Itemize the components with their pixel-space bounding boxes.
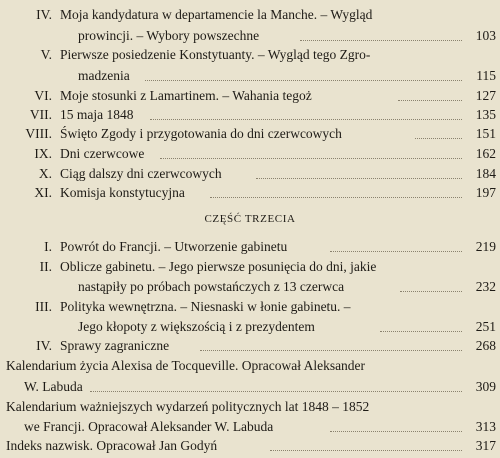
- leader-dots: [90, 391, 462, 392]
- entry-number: IV.: [36, 338, 52, 353]
- entry-number: XI.: [34, 185, 52, 200]
- entry-title: Polityka wewnętrzna. – Niesnaski w łonie gabinetu. –: [60, 299, 351, 314]
- entry-title-cont: prowincji. – Wybory powszechne: [78, 28, 260, 43]
- leader-dots: [210, 197, 462, 198]
- leader-dots: [256, 178, 462, 179]
- entry-number: II.: [39, 259, 52, 274]
- entry-page: 127: [475, 88, 496, 103]
- entry-page: 197: [475, 185, 496, 200]
- entry-title: Komisja konstytucyjna: [60, 185, 185, 200]
- entry-number: IV.: [36, 7, 52, 22]
- entry-title-cont: Jego kłopoty z większością i z prezydentem: [78, 319, 315, 334]
- leader-dots: [300, 40, 462, 41]
- entry-page: 184: [475, 166, 496, 181]
- leader-dots: [145, 80, 462, 81]
- leader-dots: [200, 350, 462, 351]
- entry-title: Indeks nazwisk. Opracował Jan Godyń: [6, 438, 218, 453]
- leader-dots: [380, 331, 462, 332]
- entry-page: 115: [476, 68, 496, 83]
- section-heading: CZĘŚĆ TRZECIA: [204, 213, 296, 225]
- entry-title: Dni czerwcowe: [60, 146, 145, 161]
- leader-dots: [270, 450, 462, 451]
- entry-page: 317: [475, 438, 496, 453]
- entry-title: 15 maja 1848: [60, 107, 134, 122]
- entry-title-cont: we Francji. Opracował Aleksander W. Labuda: [24, 419, 274, 434]
- entry-number: V.: [40, 47, 52, 62]
- entry-title: Moja kandydatura w departamencie la Manche. – Wygląd: [60, 7, 373, 22]
- entry-page: 219: [475, 239, 496, 254]
- entry-page: 268: [475, 338, 496, 353]
- leader-dots: [150, 119, 462, 120]
- entry-number: I.: [44, 239, 52, 254]
- entry-title: Sprawy zagraniczne: [60, 338, 170, 353]
- entry-number: IX.: [34, 146, 52, 161]
- leader-dots: [400, 291, 462, 292]
- entry-number: VI.: [34, 88, 52, 103]
- entry-page: 103: [475, 28, 496, 43]
- entry-page: 162: [475, 146, 496, 161]
- entry-title: Święto Zgody i przygotowania do dni czerwcowych: [60, 126, 342, 141]
- entry-title: Ciąg dalszy dni czerwcowych: [60, 166, 222, 181]
- entry-page: 232: [475, 279, 496, 294]
- entry-number: VII.: [29, 107, 52, 122]
- entry-title-cont: W. Labuda: [24, 379, 83, 394]
- entry-page: 151: [475, 126, 496, 141]
- entry-page: 309: [475, 379, 496, 394]
- entry-number: VIII.: [25, 126, 52, 141]
- entry-title: Powrót do Francji. – Utworzenie gabinetu: [60, 239, 288, 254]
- entry-number: III.: [35, 299, 52, 314]
- leader-dots: [398, 100, 462, 101]
- entry-title-cont: madzenia: [78, 68, 130, 83]
- entry-title: Kalendarium życia Alexisa de Tocqueville. Opracował Aleksander: [6, 358, 366, 373]
- entry-title: Pierwsze posiedzenie Konstytuanty. – Wygląd tego Zgro-: [60, 47, 371, 62]
- entry-title: Oblicze gabinetu. – Jego pierwsze posunięcia do dni, jakie: [60, 259, 377, 274]
- entry-page: 313: [475, 419, 496, 434]
- entry-title-cont: nastąpiły po próbach powstańczych z 13 czerwca: [78, 279, 345, 294]
- entry-page: 251: [475, 319, 496, 334]
- leader-dots: [160, 158, 462, 159]
- entry-title: Kalendarium ważniejszych wydarzeń politycznych lat 1848 – 1852: [6, 399, 370, 414]
- entry-number: X.: [38, 166, 52, 181]
- leader-dots: [415, 138, 462, 139]
- leader-dots: [330, 431, 462, 432]
- entry-title: Moje stosunki z Lamartinem. – Wahania tegoż: [60, 88, 312, 103]
- leader-dots: [330, 251, 462, 252]
- entry-page: 135: [475, 107, 496, 122]
